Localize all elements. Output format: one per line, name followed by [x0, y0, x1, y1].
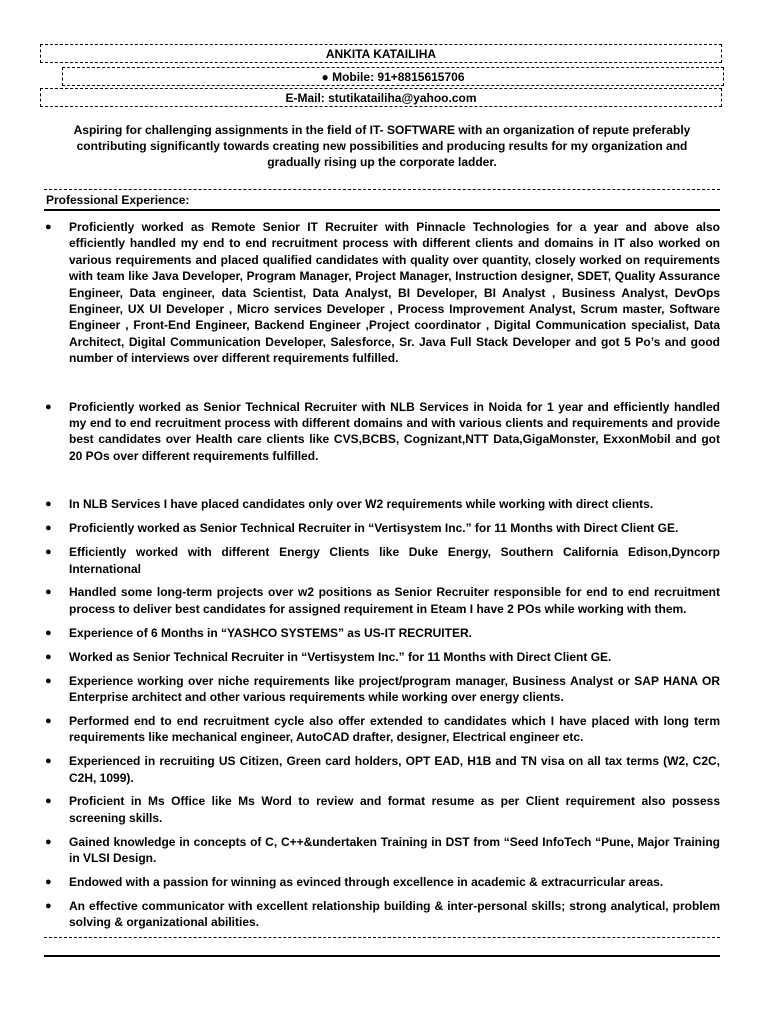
- section-title-experience: Professional Experience:: [46, 193, 190, 207]
- contact-email: E-Mail: stutikatailiha@yahoo.com: [40, 88, 722, 107]
- bullet-icon: ●: [45, 714, 52, 727]
- list-item-text: Worked as Senior Technical Recruiter in “Vertisystem Inc.” for 11 Months with Direct Client GE.: [69, 649, 612, 664]
- candidate-name: ANKITA KATAILIHA: [40, 44, 722, 63]
- bullet-icon: ●: [45, 674, 52, 687]
- list-item: [44, 496, 720, 512]
- bullet-icon: ●: [45, 835, 52, 848]
- bullet-icon: ●: [45, 522, 52, 535]
- career-objective: Aspiring for challenging assignments in the field of IT- SOFTWARE with an organization of repute preferably contributing significantly towards creating new possibilities and producing results for my organization and gradually rising up the corporate ladder.: [73, 123, 691, 169]
- list-item-text: Endowed with a passion for winning as evinced through excellence in academic & extracurricular areas.: [69, 875, 664, 890]
- list-item-text: Experience of 6 Months in “YASHCO SYSTEMS” as US-IT RECRUITER.: [69, 625, 472, 640]
- bullet-icon: ●: [45, 400, 52, 413]
- list-item: [44, 399, 720, 465]
- bullet-icon: ●: [45, 795, 52, 808]
- list-item: [44, 713, 720, 746]
- list-item: [44, 834, 720, 867]
- footer-divider-solid: [44, 955, 720, 957]
- bullet-icon: ●: [45, 586, 52, 599]
- list-item: [44, 625, 720, 641]
- list-item: [44, 219, 720, 367]
- list-item-text: Performed end to end recruitment cycle also offer extended to candidates which I have placed with long term requirements like mechanical engineer, AutoCAD drafter, designer, Electrical engineer etc.: [69, 713, 720, 745]
- bullet-icon: ●: [45, 755, 52, 768]
- list-item-text: Proficiently worked as Senior Technical Recruiter in “Vertisystem Inc.” for 11 Months with Direct Client GE.: [69, 521, 679, 536]
- list-item: [44, 520, 720, 536]
- bullet-icon: ●: [45, 900, 52, 912]
- bullet-icon: ●: [45, 221, 52, 233]
- list-item-text: Proficiently worked as Remote Senior IT Recruiter with Pinnacle Technologies for a year and above also efficiently handled my end to end recruitment process with different clients and domains in IT also worked on various requirements and placed qualified candidates with quality over quantity, closely worked on requirements with team like Java Developer, Program Manager, Project Manager, Instruction designer, SDET, Quality Assurance Engineer, Data engineer, data Scientist, Data Analyst, BI Developer, BI Analyst , Business Analyst, DevOps Engineer, UX UI Developer , Micro services Developer , Process Improvement Analyst, Scrum master, Software Engineer , Front-End Engineer, Backend Engineer ,Project coordinator , Digital Communication specialist, Data Architect, Digital Communication Developer, Salesforce, Sr. Java Full Stack Developer and got 5 Po’s and good number of interviews over different requirements fulfilled.: [69, 220, 720, 366]
- list-item: [44, 584, 720, 617]
- section-divider-top: [44, 189, 720, 190]
- list-item-text: Proficiently worked as Senior Technical Recruiter with NLB Services in Noida for 1 year and efficiently handled my end to end recruitment process with different domains and with various clients and requirements and provide best candidates over Health care clients like CVS,BCBS, Cognizant,NTT Data,GigaMonster, ExxonMobil and got 20 POs over different requirements fulfilled.: [69, 399, 720, 463]
- bullet-icon: ●: [45, 546, 52, 559]
- bullet-icon: ●: [45, 876, 52, 889]
- experience-list: [44, 219, 720, 931]
- footer-divider-dashed: [44, 937, 720, 938]
- bullet-icon: ●: [45, 650, 52, 663]
- list-item-text: In NLB Services I have placed candidates only over W2 requirements while working with direct clients.: [69, 497, 654, 512]
- list-item: [44, 874, 720, 890]
- list-item: [44, 753, 720, 786]
- section-underline: [44, 209, 720, 211]
- bullet-icon: ●: [45, 498, 52, 511]
- list-item-text: An effective communicator with excellent relationship building & inter-personal skills; strong analytical, problem solving & organizational abilities.: [69, 899, 720, 930]
- list-item: [44, 673, 720, 706]
- list-item: [44, 793, 720, 826]
- list-item: [44, 649, 720, 665]
- list-item-text: Efficiently worked with different Energy Clients like Duke Energy, Southern California Edison,Dyncorp International: [69, 545, 720, 576]
- list-item-text: Experience working over niche requirements like project/program manager, Business Analyst or SAP HANA OR Enterprise architect and other various requirements while working over energy clients.: [69, 673, 720, 704]
- bullet-icon: ●: [45, 626, 52, 639]
- list-item: [44, 544, 720, 577]
- list-item-text: Handled some long-term projects over w2 positions as Senior Recruiter responsible for end to end recruitment process to deliver best candidates for assigned requirement in Eteam I have 2 POs while working with them.: [69, 585, 720, 616]
- list-item: [44, 898, 720, 931]
- list-item-text: Experienced in recruiting US Citizen, Green card holders, OPT EAD, H1B and TN visa on all tax terms (W2, C2C, C2H, 1099).: [69, 754, 720, 785]
- list-item-text: Gained knowledge in concepts of C, C++&undertaken Training in DST from “Seed InfoTech “Pune, Major Training in VLSI Design.: [69, 834, 720, 866]
- list-item-text: Proficient in Ms Office like Ms Word to review and format resume as per Client requirement also possess screening skills.: [69, 794, 720, 825]
- contact-mobile: ● Mobile: 91+8815615706: [62, 67, 724, 86]
